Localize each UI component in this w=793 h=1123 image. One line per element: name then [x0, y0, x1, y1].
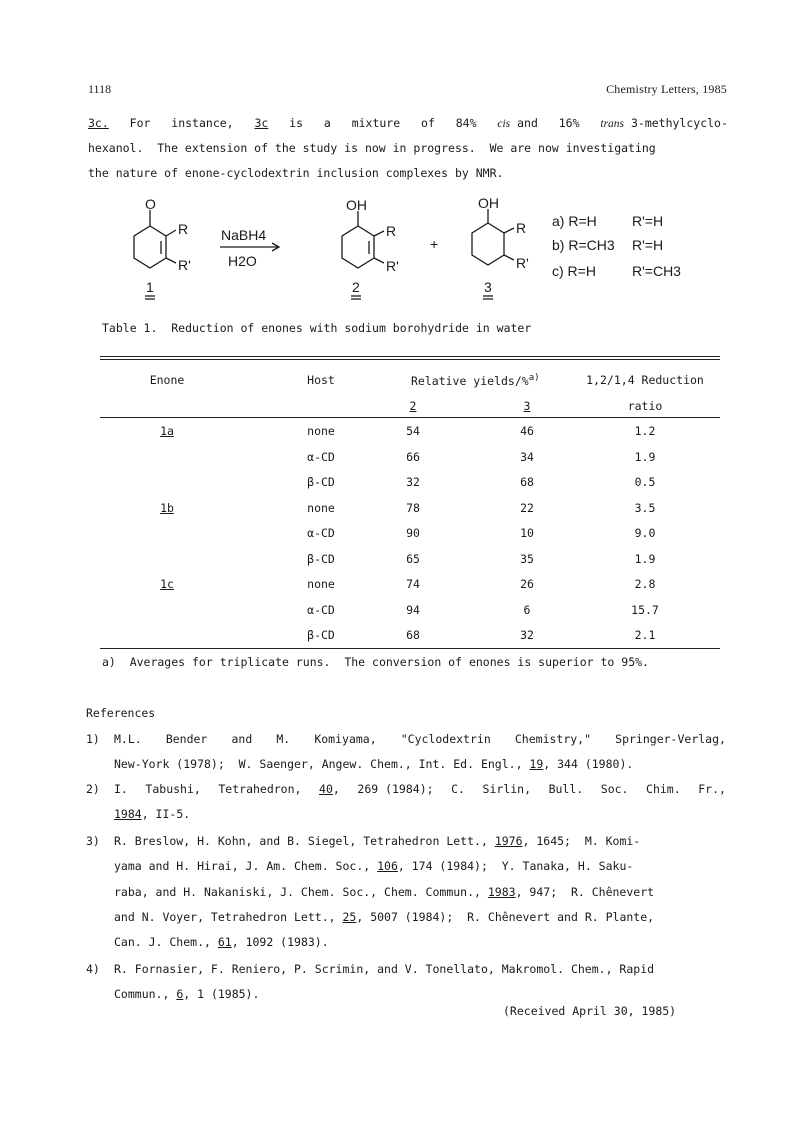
r-label-2: R — [386, 223, 397, 239]
rprime-label-2: R' — [386, 258, 399, 274]
legend-a-rp: R'=H — [632, 213, 664, 229]
header-col-3: 3 — [523, 399, 531, 413]
oh-label-3: OH — [478, 196, 499, 211]
compound-label-1: 1 — [146, 279, 154, 295]
ref-3-line-1: R. Breslow, H. Kohn, and B. Siegel, Tetrahedron Lett., 1976, 1645; M. Komi- — [114, 834, 641, 848]
references-heading: References — [86, 706, 156, 720]
cell-host: none — [307, 501, 335, 515]
reagent-bottom: H2O — [228, 253, 257, 269]
ref-2-line-2: 1984, II-5. — [114, 807, 191, 821]
ref-2-number: 2) — [86, 782, 100, 796]
cell-enone: 1c — [160, 577, 174, 591]
cell-enone: 1b — [160, 501, 174, 515]
ref-1-line-2: New-York (1978); W. Saenger, Angew. Chem., Int. Ed. Engl., 19, 344 (1980). — [114, 757, 634, 771]
r-label-1: R — [178, 221, 189, 237]
rprime-label-3: R' — [516, 255, 529, 271]
cell-yield-2: 90 — [406, 526, 420, 540]
ref-3-number: 3) — [86, 834, 100, 848]
ref-1-line-1: M.L. Bender and M. Komiyama, "Cyclodextrin Chemistry," Springer-Verlag, — [114, 732, 726, 746]
cell-yield-3: 46 — [520, 424, 534, 438]
cell-ratio: 1.9 — [634, 552, 656, 566]
legend-a-key: a) R=H — [552, 213, 597, 229]
ref-1-number: 1) — [86, 732, 100, 746]
cell-ratio: 2.8 — [634, 577, 656, 591]
table-bottom-rule — [100, 648, 720, 649]
body-line-1: 3c. For instance, 3c is a mixture of 84% cis and 16% trans 3-methylcyclo- — [88, 116, 728, 130]
header-yields: Relative yields/%$^{a)}$ — [411, 373, 540, 388]
cyclohexanol-ring-3 — [472, 223, 504, 265]
ref-3-line-4: and N. Voyer, Tetrahedron Lett., 25, 5007 (1984); R. Chênevert and R. Plante, — [114, 910, 655, 924]
carbonyl-oxygen: O — [145, 196, 156, 212]
cell-host: α-CD — [307, 526, 335, 540]
ref-4-number: 4) — [86, 962, 100, 976]
cell-yield-3: 32 — [520, 628, 534, 642]
cell-host: α-CD — [307, 603, 335, 617]
ref-4-line-1: R. Fornasier, F. Reniero, P. Scrimin, and V. Tonellato, Makromol. Chem., Rapid — [114, 962, 655, 976]
legend-b-rp: R'=H — [632, 237, 664, 253]
table-footnote: a) Averages for triplicate runs. The conversion of enones is superior to 95%. — [102, 655, 649, 669]
cell-yield-3: 35 — [520, 552, 534, 566]
table-header-rule — [100, 417, 720, 418]
header-ratio-top: 1,2/1,4 Reduction — [586, 373, 704, 387]
r-label-3: R — [516, 220, 527, 236]
compound-label-3: 3 — [484, 279, 492, 295]
cell-yield-3: 68 — [520, 475, 534, 489]
journal-title: Chemistry Letters, 1985 — [606, 82, 727, 96]
cell-host: β-CD — [307, 628, 335, 642]
rprime-label-1: R' — [178, 257, 191, 273]
cell-yield-2: 74 — [406, 577, 420, 591]
cell-ratio: 9.0 — [634, 526, 656, 540]
ref-2-line-1: I. Tabushi, Tetrahedron, 40, 269 (1984); C. Sirlin, Bull. Soc. Chim. Fr., — [114, 782, 726, 796]
cell-host: none — [307, 577, 335, 591]
reagent-top: NaBH4 — [221, 227, 267, 243]
ref-3-line-3: raba, and H. Nakaniski, J. Chem. Soc., Chem. Commun., 1983, 947; R. Chênevert — [114, 885, 655, 899]
oh-label-2: OH — [346, 197, 367, 213]
cell-yield-2: 68 — [406, 628, 420, 642]
table-top-rule-2 — [100, 359, 720, 360]
plus-sign: + — [430, 236, 439, 252]
cell-host: β-CD — [307, 475, 335, 489]
header-ratio-bottom: ratio — [627, 399, 663, 413]
cell-yield-2: 66 — [406, 450, 420, 464]
cell-yield-3: 10 — [520, 526, 534, 540]
cell-yield-2: 94 — [406, 603, 420, 617]
cell-yield-3: 34 — [520, 450, 534, 464]
cell-yield-2: 78 — [406, 501, 420, 515]
page-number: 1118 — [88, 82, 112, 96]
cell-yield-3: 6 — [523, 603, 531, 617]
body-line-2: hexanol. The extension of the study is now in progress. We are now investigating — [88, 141, 656, 155]
received-date: (Received April 30, 1985) — [503, 1004, 677, 1018]
cell-yield-3: 22 — [520, 501, 534, 515]
cell-ratio: 1.9 — [634, 450, 656, 464]
cell-ratio: 0.5 — [634, 475, 656, 489]
compound-label-2: 2 — [352, 279, 360, 295]
table-top-rule — [100, 356, 720, 357]
cell-ratio: 15.7 — [631, 603, 659, 617]
legend-c-key: c) R=H — [552, 263, 596, 279]
cell-host: β-CD — [307, 552, 335, 566]
reaction-scheme — [100, 196, 720, 306]
cell-ratio: 2.1 — [634, 628, 656, 642]
cell-host: none — [307, 424, 335, 438]
body-line-3: the nature of enone-cyclodextrin inclusion complexes by NMR. — [88, 166, 504, 180]
cell-ratio: 3.5 — [634, 501, 656, 515]
cell-yield-2: 65 — [406, 552, 420, 566]
cell-enone: 1a — [160, 424, 174, 438]
ref-3-line-2: yama and H. Hirai, J. Am. Chem. Soc., 106, 174 (1984); Y. Tanaka, H. Saku- — [114, 859, 634, 873]
cell-host: α-CD — [307, 450, 335, 464]
header-col-2: 2 — [409, 399, 417, 413]
cell-ratio: 1.2 — [634, 424, 656, 438]
cell-yield-2: 32 — [406, 475, 420, 489]
ref-4-line-2: Commun., 6, 1 (1985). — [114, 987, 260, 1001]
legend-c-rp: R'=CH3 — [632, 263, 681, 279]
ref-3-line-5: Can. J. Chem., 61, 1092 (1983). — [114, 935, 329, 949]
header-host: Host — [307, 373, 335, 387]
header-enone: Enone — [149, 373, 185, 387]
cell-yield-2: 54 — [406, 424, 420, 438]
table-caption: Table 1. Reduction of enones with sodium borohydride in water — [102, 321, 532, 335]
legend-b-key: b) R=CH3 — [552, 237, 615, 253]
cell-yield-3: 26 — [520, 577, 534, 591]
